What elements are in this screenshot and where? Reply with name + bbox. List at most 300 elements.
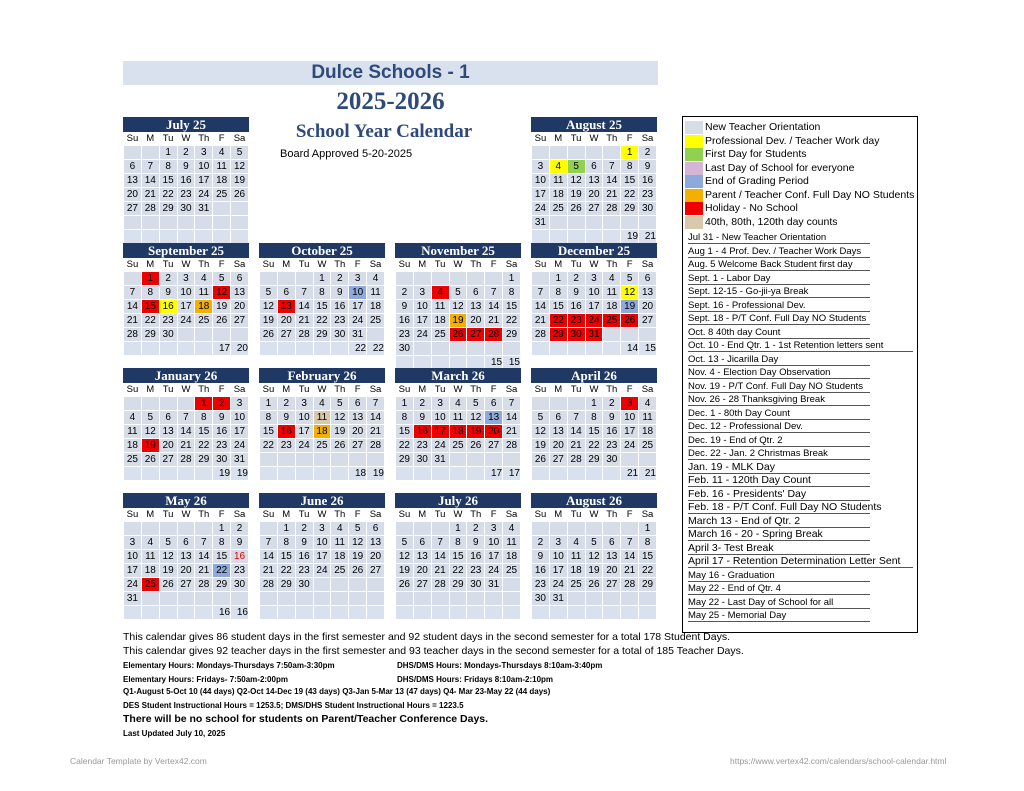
day-cell: 16 bbox=[159, 300, 177, 314]
day-cell: 25 bbox=[313, 439, 331, 453]
day-cell: 29 bbox=[277, 578, 295, 592]
count-spacer bbox=[195, 606, 213, 620]
event-entry: Feb. 11 - 120th Day Count bbox=[688, 474, 870, 487]
event-entry: Dec. 12 - Professional Dev. bbox=[688, 420, 870, 433]
day-cell: 24 bbox=[349, 314, 367, 328]
day-cell: 8 bbox=[639, 536, 657, 550]
day-cell: 11 bbox=[124, 425, 142, 439]
day-cell: 20 bbox=[277, 314, 295, 328]
count-spacer bbox=[585, 230, 603, 244]
weekday-label: M bbox=[554, 259, 563, 270]
day-cell: 24 bbox=[549, 578, 567, 592]
count-spacer bbox=[585, 467, 603, 481]
legend-item bbox=[683, 216, 917, 229]
day-cell bbox=[621, 592, 639, 606]
day-cell: 16 bbox=[331, 300, 349, 314]
day-cell: 2 bbox=[213, 397, 231, 411]
day-cell: 30 bbox=[396, 342, 414, 356]
day-cell: 8 bbox=[260, 411, 278, 425]
day-cell: 31 bbox=[431, 453, 449, 467]
day-cell: 30 bbox=[177, 202, 195, 216]
day-cell: 16 bbox=[396, 314, 414, 328]
month-title: September 25 bbox=[123, 243, 249, 258]
instructional-hours: DES Student Instructional Hours = 1253.5; DMS/DHS Student Instructional Hours = 1223.5 bbox=[123, 701, 464, 710]
day-cell: 13 bbox=[367, 536, 385, 550]
day-cell: 28 bbox=[431, 578, 449, 592]
weekday-label: F bbox=[626, 259, 633, 270]
count-spacer bbox=[532, 467, 550, 481]
day-cell bbox=[567, 592, 585, 606]
day-cell: 21 bbox=[621, 564, 639, 578]
day-cell: 6 bbox=[467, 286, 485, 300]
day-cell: 14 bbox=[367, 411, 385, 425]
day-cell: 16 bbox=[213, 425, 231, 439]
day-cell: 9 bbox=[213, 411, 231, 425]
day-cell: 24 bbox=[195, 188, 213, 202]
day-cell: 24 bbox=[585, 314, 603, 328]
day-cell: 29 bbox=[313, 328, 331, 342]
day-cell: 11 bbox=[449, 411, 467, 425]
day-cell: 24 bbox=[532, 202, 550, 216]
day-cell: 16 bbox=[413, 425, 431, 439]
day-cell: 21 bbox=[567, 439, 585, 453]
day-cell bbox=[549, 216, 567, 230]
day-cell: 18 bbox=[313, 425, 331, 439]
weekday-label: F bbox=[626, 509, 633, 520]
day-cell: 6 bbox=[485, 397, 503, 411]
count-spacer bbox=[195, 467, 213, 481]
day-cell: 29 bbox=[195, 453, 213, 467]
day-cell: 23 bbox=[639, 188, 657, 202]
day-cell bbox=[532, 146, 550, 160]
day-cell: 5 bbox=[585, 536, 603, 550]
day-cell: 13 bbox=[124, 174, 142, 188]
day-cell: 2 bbox=[413, 397, 431, 411]
day-cell: 25 bbox=[567, 578, 585, 592]
day-cell bbox=[639, 592, 657, 606]
count-spacer bbox=[295, 606, 313, 620]
count-spacer bbox=[124, 342, 142, 356]
day-count: 14 bbox=[621, 342, 639, 356]
weekday-label: Su bbox=[126, 133, 139, 144]
day-cell: 20 bbox=[159, 439, 177, 453]
day-count bbox=[213, 230, 231, 244]
day-cell: 17 bbox=[431, 425, 449, 439]
day-cell: 7 bbox=[567, 411, 585, 425]
day-cell: 18 bbox=[367, 300, 385, 314]
day-cell: 17 bbox=[485, 550, 503, 564]
day-cell: 13 bbox=[639, 286, 657, 300]
day-cell: 9 bbox=[277, 411, 295, 425]
weekday-label: M bbox=[146, 259, 155, 270]
weekday-label: W bbox=[181, 509, 191, 520]
day-cell bbox=[503, 592, 521, 606]
day-cell: 16 bbox=[603, 425, 621, 439]
weekday-label: Sa bbox=[369, 509, 382, 520]
day-cell: 11 bbox=[431, 300, 449, 314]
day-cell: 27 bbox=[413, 578, 431, 592]
template-credit[interactable]: Calendar Template by Vertex42.com bbox=[70, 756, 207, 766]
day-cell: 17 bbox=[532, 188, 550, 202]
event-entry: Nov. 4 - Election Day Observation bbox=[688, 366, 870, 379]
legend-label: Last Day of School for everyone bbox=[705, 161, 855, 174]
day-cell: 14 bbox=[124, 300, 142, 314]
day-cell: 25 bbox=[549, 202, 567, 216]
day-cell: 22 bbox=[213, 564, 231, 578]
weekday-label: Su bbox=[534, 259, 547, 270]
day-cell: 14 bbox=[532, 300, 550, 314]
day-cell bbox=[431, 592, 449, 606]
day-cell: 26 bbox=[231, 188, 249, 202]
day-cell bbox=[567, 522, 585, 536]
day-cell: 24 bbox=[431, 439, 449, 453]
day-cell bbox=[195, 216, 213, 230]
day-cell: 1 bbox=[141, 272, 159, 286]
day-count: 21 bbox=[639, 467, 657, 481]
day-cell: 28 bbox=[295, 328, 313, 342]
weekday-label: Su bbox=[126, 509, 139, 520]
day-cell: 11 bbox=[503, 536, 521, 550]
day-cell: 14 bbox=[195, 550, 213, 564]
day-cell: 5 bbox=[532, 411, 550, 425]
day-cell: 10 bbox=[231, 411, 249, 425]
day-cell: 25 bbox=[213, 188, 231, 202]
day-cell: 17 bbox=[124, 564, 142, 578]
weekday-label: Su bbox=[398, 384, 411, 395]
count-spacer bbox=[313, 467, 331, 481]
day-cell: 4 bbox=[503, 522, 521, 536]
day-count: 19 bbox=[621, 230, 639, 244]
day-cell bbox=[231, 328, 249, 342]
day-cell: 22 bbox=[449, 564, 467, 578]
count-spacer bbox=[549, 467, 567, 481]
day-cell: 10 bbox=[124, 550, 142, 564]
day-cell: 3 bbox=[485, 522, 503, 536]
weekday-label: F bbox=[354, 384, 361, 395]
day-cell: 1 bbox=[195, 397, 213, 411]
weekday-label: Tu bbox=[434, 259, 446, 270]
day-cell: 13 bbox=[603, 550, 621, 564]
day-cell bbox=[124, 272, 142, 286]
day-cell bbox=[331, 453, 349, 467]
day-cell: 3 bbox=[124, 536, 142, 550]
day-cell: 12 bbox=[567, 174, 585, 188]
day-cell: 14 bbox=[603, 174, 621, 188]
weekday-label: Sa bbox=[233, 509, 246, 520]
month-calendar bbox=[531, 493, 657, 620]
day-cell: 14 bbox=[141, 174, 159, 188]
event-entry: April 17 - Retention Determination Letter Sent bbox=[688, 555, 913, 568]
weekday-label: Sa bbox=[641, 509, 654, 520]
count-spacer bbox=[396, 467, 414, 481]
day-count: 15 bbox=[485, 356, 503, 370]
day-cell: 26 bbox=[213, 314, 231, 328]
day-count: 19 bbox=[367, 467, 385, 481]
day-cell: 26 bbox=[585, 578, 603, 592]
day-count: 18 bbox=[349, 467, 367, 481]
weekday-label: M bbox=[554, 133, 563, 144]
day-cell: 8 bbox=[141, 286, 159, 300]
day-cell bbox=[231, 202, 249, 216]
day-count: 21 bbox=[621, 467, 639, 481]
day-cell: 1 bbox=[503, 272, 521, 286]
day-cell: 15 bbox=[549, 300, 567, 314]
day-cell: 28 bbox=[603, 202, 621, 216]
legend-label: New Teacher Orientation bbox=[705, 121, 821, 133]
day-cell bbox=[349, 592, 367, 606]
day-cell: 6 bbox=[639, 272, 657, 286]
event-entry: Dec. 1 - 80th Day Count bbox=[688, 407, 870, 420]
day-cell: 7 bbox=[532, 286, 550, 300]
day-cell bbox=[621, 328, 639, 342]
day-cell: 2 bbox=[567, 272, 585, 286]
month-calendar bbox=[123, 368, 249, 481]
day-cell bbox=[585, 592, 603, 606]
month-calendar bbox=[531, 368, 657, 481]
weekday-label: M bbox=[146, 133, 155, 144]
day-cell: 2 bbox=[396, 286, 414, 300]
day-cell bbox=[413, 592, 431, 606]
day-cell: 11 bbox=[313, 411, 331, 425]
day-cell: 24 bbox=[231, 439, 249, 453]
day-cell: 8 bbox=[277, 536, 295, 550]
day-cell: 27 bbox=[467, 328, 485, 342]
day-cell: 24 bbox=[413, 328, 431, 342]
day-cell bbox=[485, 342, 503, 356]
day-cell: 13 bbox=[549, 425, 567, 439]
day-cell bbox=[141, 592, 159, 606]
count-spacer bbox=[449, 467, 467, 481]
day-cell: 26 bbox=[396, 578, 414, 592]
day-cell: 26 bbox=[159, 578, 177, 592]
day-cell bbox=[195, 522, 213, 536]
day-cell: 13 bbox=[277, 300, 295, 314]
day-cell: 16 bbox=[467, 550, 485, 564]
day-cell: 23 bbox=[413, 439, 431, 453]
day-cell bbox=[295, 453, 313, 467]
event-entry: April 3- Test Break bbox=[688, 542, 870, 555]
day-cell: 25 bbox=[367, 314, 385, 328]
weekday-label: W bbox=[181, 259, 191, 270]
day-cell bbox=[159, 397, 177, 411]
count-spacer bbox=[141, 467, 159, 481]
day-cell: 7 bbox=[141, 160, 159, 174]
day-cell: 13 bbox=[585, 174, 603, 188]
legend-label: Parent / Teacher Conf. Full Day NO Students bbox=[705, 188, 915, 201]
weekday-label: F bbox=[490, 384, 497, 395]
day-cell: 22 bbox=[260, 439, 278, 453]
count-spacer bbox=[431, 606, 449, 620]
day-cell: 19 bbox=[621, 300, 639, 314]
day-cell bbox=[396, 592, 414, 606]
day-count: 17 bbox=[503, 467, 521, 481]
day-cell: 10 bbox=[585, 286, 603, 300]
day-cell: 23 bbox=[231, 564, 249, 578]
day-cell bbox=[603, 146, 621, 160]
day-cell bbox=[413, 522, 431, 536]
day-cell: 4 bbox=[603, 272, 621, 286]
day-cell bbox=[549, 522, 567, 536]
day-cell: 8 bbox=[195, 411, 213, 425]
weekday-label: Tu bbox=[570, 133, 582, 144]
day-cell bbox=[124, 397, 142, 411]
day-cell: 4 bbox=[367, 272, 385, 286]
day-count bbox=[367, 606, 385, 620]
month-title: November 25 bbox=[395, 243, 521, 258]
day-cell: 30 bbox=[639, 202, 657, 216]
legend-swatch bbox=[685, 162, 703, 175]
day-cell: 21 bbox=[195, 564, 213, 578]
day-cell: 6 bbox=[585, 160, 603, 174]
weekday-label: M bbox=[554, 384, 563, 395]
legend-label: First Day for Students bbox=[705, 148, 807, 160]
day-cell: 27 bbox=[485, 439, 503, 453]
day-count: 21 bbox=[639, 230, 657, 244]
weekday-label: W bbox=[181, 133, 191, 144]
day-cell: 12 bbox=[467, 411, 485, 425]
day-cell: 18 bbox=[195, 300, 213, 314]
day-cell: 31 bbox=[485, 578, 503, 592]
day-cell: 17 bbox=[585, 300, 603, 314]
board-approval-note: Board Approved 5-20-2025 bbox=[280, 148, 413, 160]
template-url[interactable]: https://www.vertex42.com/calendars/school-calendar.html bbox=[730, 756, 947, 766]
day-cell: 21 bbox=[295, 314, 313, 328]
day-cell bbox=[639, 216, 657, 230]
day-cell bbox=[124, 146, 142, 160]
count-spacer bbox=[159, 606, 177, 620]
legend-label: 40th, 80th, 120th day counts bbox=[705, 215, 838, 228]
day-cell: 29 bbox=[396, 453, 414, 467]
day-cell bbox=[277, 453, 295, 467]
day-cell: 21 bbox=[532, 314, 550, 328]
count-spacer bbox=[603, 467, 621, 481]
count-spacer bbox=[277, 467, 295, 481]
day-cell bbox=[532, 397, 550, 411]
day-cell: 20 bbox=[585, 188, 603, 202]
day-cell: 2 bbox=[295, 522, 313, 536]
count-spacer bbox=[585, 342, 603, 356]
weekday-label: Th bbox=[334, 509, 346, 520]
calendar-subtitle: School Year Calendar bbox=[295, 121, 473, 142]
day-cell bbox=[532, 522, 550, 536]
dhs-mon-thu-hours: DHS/DMS Hours: Mondays-Thursdays 8:10am-3:40pm bbox=[397, 661, 603, 670]
weekday-label: M bbox=[146, 509, 155, 520]
day-cell: 25 bbox=[639, 439, 657, 453]
day-cell: 11 bbox=[195, 286, 213, 300]
day-cell: 19 bbox=[585, 564, 603, 578]
day-cell: 30 bbox=[467, 578, 485, 592]
day-cell: 20 bbox=[231, 300, 249, 314]
day-cell bbox=[177, 397, 195, 411]
day-cell: 17 bbox=[195, 174, 213, 188]
day-cell: 5 bbox=[396, 536, 414, 550]
count-spacer bbox=[532, 606, 550, 620]
day-cell: 17 bbox=[295, 425, 313, 439]
weekday-label: W bbox=[317, 384, 327, 395]
day-cell: 5 bbox=[449, 286, 467, 300]
quarter-dates: Q1-August 5-Oct 10 (44 days) Q2-Oct 14-Dec 19 (43 days) Q3-Jan 5-Mar 13 (47 days) Q4- Mar 23-May 22 (44 days) bbox=[123, 687, 551, 696]
legend-item bbox=[683, 175, 917, 188]
day-cell: 15 bbox=[585, 425, 603, 439]
day-cell bbox=[396, 522, 414, 536]
count-spacer bbox=[549, 606, 567, 620]
count-spacer bbox=[467, 606, 485, 620]
weekday-label: W bbox=[317, 509, 327, 520]
day-cell: 8 bbox=[213, 536, 231, 550]
day-count: 20 bbox=[231, 342, 249, 356]
day-cell: 28 bbox=[485, 328, 503, 342]
day-cell: 18 bbox=[449, 425, 467, 439]
month-calendar bbox=[395, 368, 521, 481]
day-cell: 15 bbox=[639, 550, 657, 564]
weekday-label: Sa bbox=[641, 259, 654, 270]
day-cell: 3 bbox=[231, 397, 249, 411]
day-cell: 23 bbox=[331, 314, 349, 328]
legend-swatch bbox=[685, 202, 703, 215]
weekday-label: Sa bbox=[641, 384, 654, 395]
day-cell: 7 bbox=[503, 397, 521, 411]
day-cell: 7 bbox=[195, 536, 213, 550]
day-cell: 24 bbox=[295, 439, 313, 453]
weekday-label: M bbox=[282, 259, 291, 270]
weekday-label: Sa bbox=[641, 133, 654, 144]
day-cell bbox=[177, 592, 195, 606]
day-cell: 26 bbox=[467, 439, 485, 453]
day-cell bbox=[277, 592, 295, 606]
month-title: July 26 bbox=[395, 493, 521, 508]
day-cell: 3 bbox=[585, 272, 603, 286]
day-cell: 27 bbox=[277, 328, 295, 342]
day-cell bbox=[585, 216, 603, 230]
month-calendar bbox=[259, 243, 385, 356]
day-cell bbox=[213, 216, 231, 230]
day-cell bbox=[213, 328, 231, 342]
weekday-label: W bbox=[453, 509, 463, 520]
day-cell bbox=[485, 272, 503, 286]
dhs-friday-hours: DHS/DMS Hours: Fridays 8:10am-2:10pm bbox=[397, 675, 554, 684]
day-cell: 19 bbox=[260, 314, 278, 328]
day-cell: 8 bbox=[449, 536, 467, 550]
day-cell bbox=[177, 328, 195, 342]
weekday-label: F bbox=[354, 259, 361, 270]
month-title: January 26 bbox=[123, 368, 249, 383]
weekday-label: M bbox=[418, 509, 427, 520]
count-spacer bbox=[277, 606, 295, 620]
day-cell: 27 bbox=[159, 453, 177, 467]
count-spacer bbox=[124, 467, 142, 481]
day-cell: 2 bbox=[177, 146, 195, 160]
day-cell: 5 bbox=[567, 160, 585, 174]
day-cell: 10 bbox=[485, 536, 503, 550]
weekday-label: M bbox=[146, 384, 155, 395]
count-spacer bbox=[177, 230, 195, 244]
day-cell: 22 bbox=[503, 314, 521, 328]
day-count bbox=[503, 606, 521, 620]
month-title: July 25 bbox=[123, 117, 249, 132]
day-cell: 18 bbox=[503, 550, 521, 564]
day-cell bbox=[396, 272, 414, 286]
count-spacer bbox=[331, 467, 349, 481]
day-cell: 4 bbox=[567, 536, 585, 550]
weekday-label: Su bbox=[398, 509, 411, 520]
day-cell: 3 bbox=[532, 160, 550, 174]
day-cell: 15 bbox=[503, 300, 521, 314]
month-title: October 25 bbox=[259, 243, 385, 258]
legend-swatch bbox=[685, 148, 703, 161]
day-cell: 12 bbox=[585, 550, 603, 564]
day-cell: 12 bbox=[141, 425, 159, 439]
weekday-label: W bbox=[589, 384, 599, 395]
